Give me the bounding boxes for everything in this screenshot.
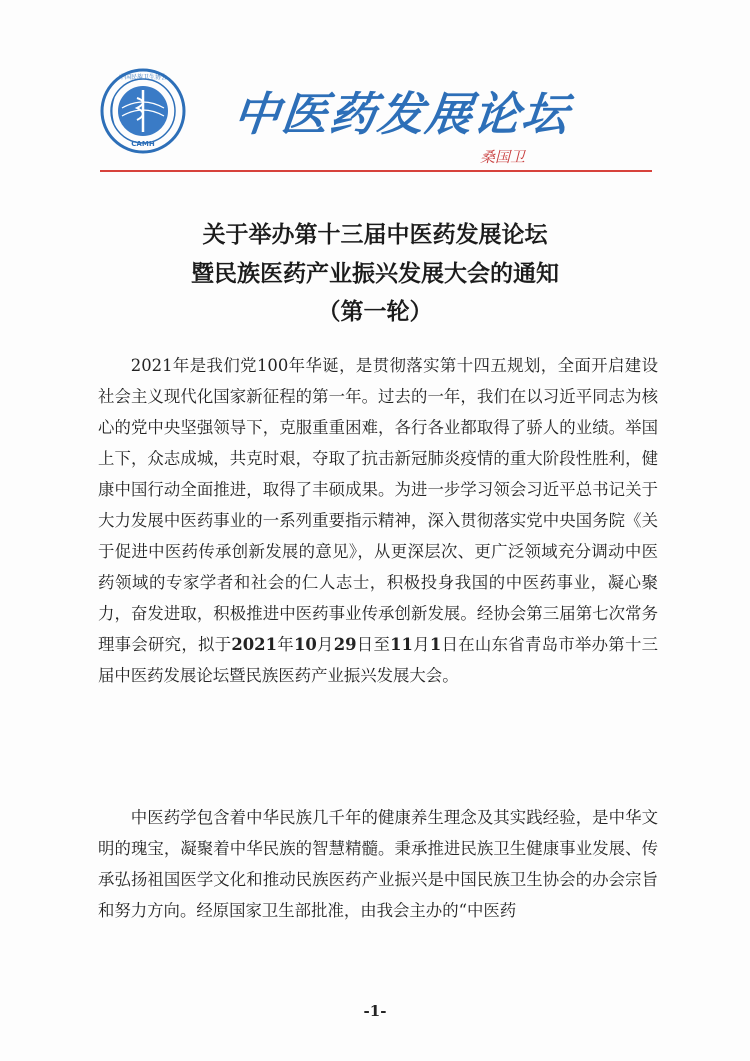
year-char: 年 bbox=[276, 635, 294, 654]
logo-abbr: CAMH bbox=[131, 140, 155, 148]
body-paragraph-1 bbox=[98, 350, 658, 691]
notice-title-line-1: 关于举办第十三届中医药发展论坛 bbox=[202, 221, 548, 248]
paragraph-1-ending: 日在山东省青岛市举办第十三届中医药发展论坛暨民族医药产业振兴发展大会。 bbox=[98, 635, 659, 685]
month-char-2: 月 bbox=[412, 635, 430, 654]
header-divider bbox=[100, 170, 652, 172]
body-paragraph-2 bbox=[98, 802, 658, 926]
notice-title-line-2: 暨民族医药产业振兴发展大会的通知 bbox=[191, 260, 559, 287]
event-end-day: 1 bbox=[429, 635, 442, 654]
event-start-year: 2021 bbox=[231, 635, 277, 654]
paragraph-2-text: 中医药学包含着中华民族几千年的健康养生理念及其实践经验，是中华文明的瑰宝，凝聚着中华民族的智慧精髓。秉承推进民族卫生健康事业发展、传承弘扬祖国医学文化和推动民族医药产业振兴是中国民族卫生协会的办会宗旨和努力方向。经原国家卫生部批准，由我会主办的“中医药 bbox=[98, 808, 658, 920]
day-to-char: 日至 bbox=[356, 635, 391, 654]
paragraph-1-text: 2021年是我们党100年华诞，是贯彻落实第十四五规划，全面开启建设社会主义现代化国家新征程的第一年。过去的一年，我们在以习近平同志为核心的党中央坚强领导下，克服重重困难，各行各业都取得了骄人的业绩。举国上下，众志成城，共克时艰，夺取了抗击新冠肺炎疫情的重大阶段性胜利，健康中国行动全面推进，取得了丰硕成果。为进一步学习领会习近平总书记关于大力发展中医药事业的一系列重要指示精神，深入贯彻落实党中央国务院《关于促进中医药传承创新发展的意见》，从更深层次、更广泛领域充分调动中医药领域的专家学者和社会的仁人志士，积极投身我国的中医药事业，凝心聚力，奋发进取，积极推进中医药事业传承创新发展。经协会第三届第七次常务理事会研究，拟于 bbox=[98, 356, 658, 654]
page-number: -1- bbox=[363, 1002, 387, 1020]
logo-text: 中国民族卫生协会 bbox=[118, 74, 168, 81]
calligraphy-signature: 桑国卫 bbox=[480, 148, 526, 166]
event-start-day: 29 bbox=[333, 635, 357, 654]
notice-title-line-3: （第一轮） bbox=[317, 298, 433, 325]
masthead-title: 中医药发展论坛 bbox=[230, 87, 573, 141]
event-end-month: 11 bbox=[390, 635, 413, 654]
month-char-1: 月 bbox=[316, 635, 334, 654]
association-logo bbox=[100, 68, 186, 154]
event-start-month: 10 bbox=[293, 635, 317, 654]
